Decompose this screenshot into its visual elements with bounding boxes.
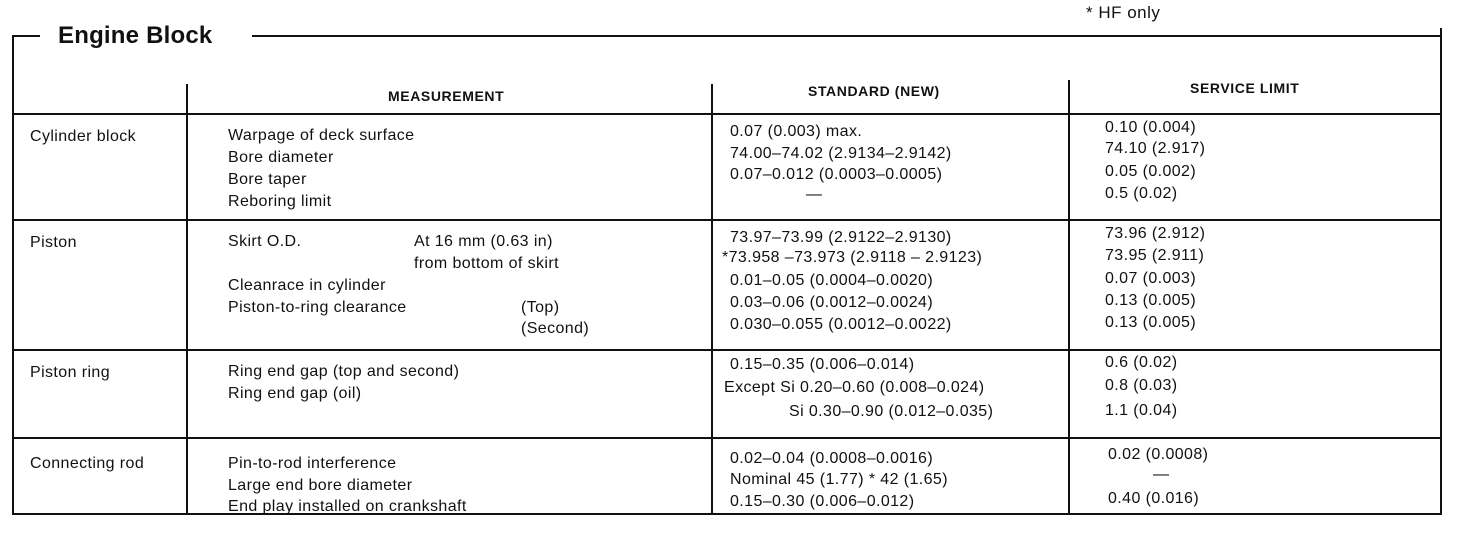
measurement-pin-to-rod: Pin-to-rod interference — [228, 455, 397, 472]
frame-top-left — [12, 35, 40, 37]
measurement-end-play: End play installed on crankshaft — [228, 498, 467, 515]
service-end-play: 0.40 (0.016) — [1108, 490, 1200, 507]
measurement-skirt-od: Skirt O.D. — [228, 233, 302, 250]
measurement-warpage: Warpage of deck surface — [228, 127, 415, 144]
measurement-bore-taper: Bore taper — [228, 171, 307, 188]
standard-skirt-od: 73.97–73.99 (2.9122–2.9130) — [730, 229, 952, 246]
service-skirt-od-hf: 73.95 (2.911) — [1105, 247, 1205, 264]
measurement-skirt-at-1: At 16 mm (0.63 in) — [414, 233, 553, 250]
frame-right — [1440, 28, 1442, 515]
standard-reboring-limit: — — [806, 186, 823, 203]
standard-skirt-od-hf: *73.958 –73.973 (2.9118 – 2.9123) — [722, 249, 983, 266]
service-ring-end-gap-top: 0.6 (0.02) — [1105, 354, 1178, 371]
header-service-limit: SERVICE LIMIT — [1190, 80, 1300, 96]
frame-top-right — [252, 35, 1441, 37]
service-ring-end-gap-except-si: 0.8 (0.03) — [1105, 377, 1178, 394]
standard-ring-end-gap-si: Si 0.30–0.90 (0.012–0.035) — [789, 403, 994, 420]
frame-left — [12, 35, 14, 515]
row-label-piston: Piston — [30, 234, 77, 251]
standard-bore-taper: 0.07–0.012 (0.0003–0.0005) — [730, 166, 943, 183]
service-bore-taper: 0.05 (0.002) — [1105, 163, 1197, 180]
row-label-piston-ring: Piston ring — [30, 364, 110, 381]
measurement-top: (Top) — [521, 299, 560, 316]
hf-only-note: * HF only — [1086, 3, 1161, 22]
service-ring-top: 0.13 (0.005) — [1105, 292, 1197, 309]
frame-bottom — [12, 513, 1442, 515]
page-title: Engine Block — [58, 22, 213, 49]
standard-clearance: 0.01–0.05 (0.0004–0.0020) — [730, 272, 934, 289]
standard-ring-end-gap-except-si: Except Si 0.20–0.60 (0.008–0.024) — [724, 379, 985, 396]
col-line-2 — [711, 84, 713, 515]
service-skirt-od: 73.96 (2.912) — [1105, 225, 1206, 242]
service-warpage: 0.10 (0.004) — [1105, 119, 1197, 136]
row-separator-1 — [12, 219, 1442, 221]
standard-ring-end-gap-top: 0.15–0.35 (0.006–0.014) — [730, 356, 915, 373]
header-separator — [12, 113, 1442, 115]
row-label-cylinder-block: Cylinder block — [30, 128, 137, 145]
measurement-large-end-bore: Large end bore diameter — [228, 477, 413, 494]
service-large-end-bore: — — [1153, 466, 1170, 483]
service-ring-end-gap-si: 1.1 (0.04) — [1105, 402, 1178, 419]
standard-ring-second: 0.030–0.055 (0.0012–0.0022) — [730, 316, 952, 333]
col-line-1 — [186, 84, 188, 515]
service-reboring-limit: 0.5 (0.02) — [1105, 185, 1178, 202]
row-separator-3 — [12, 437, 1442, 439]
row-separator-2 — [12, 349, 1442, 351]
measurement-ring-clearance: Piston-to-ring clearance — [228, 299, 407, 316]
service-ring-second: 0.13 (0.005) — [1105, 314, 1197, 331]
header-standard: STANDARD (NEW) — [808, 83, 940, 99]
standard-end-play: 0.15–0.30 (0.006–0.012) — [730, 493, 915, 510]
measurement-ring-end-gap-oil: Ring end gap (oil) — [228, 385, 362, 402]
measurement-reboring-limit: Reboring limit — [228, 193, 332, 210]
standard-ring-top: 0.03–0.06 (0.0012–0.0024) — [730, 294, 934, 311]
header-measurement: MEASUREMENT — [388, 88, 505, 104]
service-clearance: 0.07 (0.003) — [1105, 270, 1197, 287]
col-line-3 — [1068, 80, 1070, 515]
measurement-bore-diameter: Bore diameter — [228, 149, 334, 166]
standard-warpage: 0.07 (0.003) max. — [730, 123, 863, 140]
standard-bore-diameter: 74.00–74.02 (2.9134–2.9142) — [730, 145, 952, 162]
row-label-connecting-rod: Connecting rod — [30, 455, 145, 472]
standard-pin-to-rod: 0.02–0.04 (0.0008–0.0016) — [730, 450, 934, 467]
measurement-skirt-at-2: from bottom of skirt — [414, 255, 559, 272]
measurement-second: (Second) — [521, 320, 590, 337]
service-bore-diameter: 74.10 (2.917) — [1105, 140, 1206, 157]
service-pin-to-rod: 0.02 (0.0008) — [1108, 446, 1209, 463]
standard-large-end-bore: Nominal 45 (1.77) * 42 (1.65) — [730, 471, 948, 488]
measurement-clearance: Cleanrace in cylinder — [228, 277, 386, 294]
measurement-ring-end-gap-top: Ring end gap (top and second) — [228, 363, 460, 380]
